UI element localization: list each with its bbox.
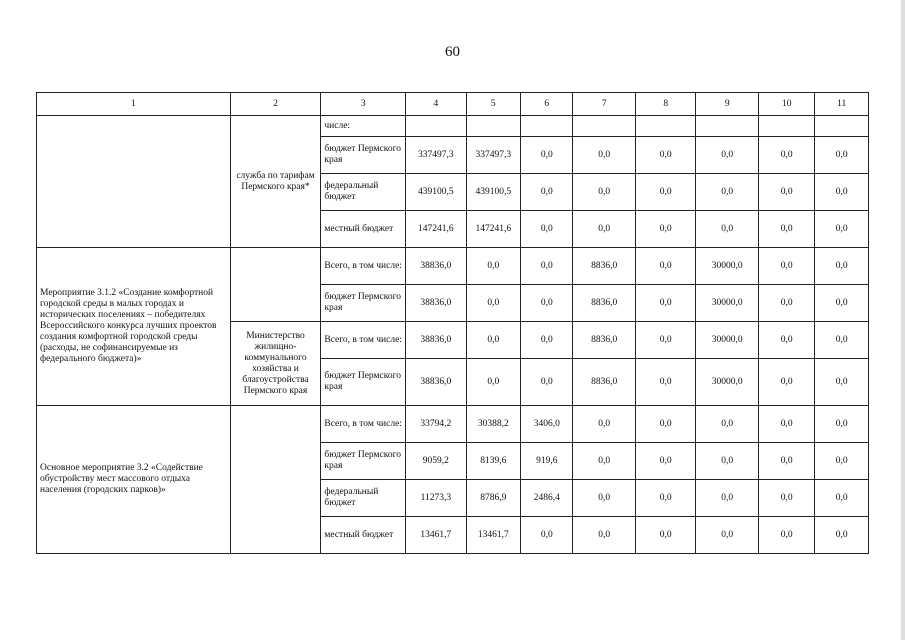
value-cell: 3406,0 xyxy=(521,406,573,443)
value-cell: 0,0 xyxy=(466,359,520,406)
funding-source: числе: xyxy=(321,116,406,137)
table-row xyxy=(37,406,869,443)
value-cell: 439100,5 xyxy=(466,174,520,211)
value-cell: 0,0 xyxy=(466,248,520,285)
column-header: 7 xyxy=(573,93,636,116)
funding-source: Всего, в том числе: xyxy=(321,322,406,359)
value-cell: 38836,0 xyxy=(406,248,467,285)
value-cell: 13461,7 xyxy=(466,517,520,554)
value-cell: 8836,0 xyxy=(573,285,636,322)
funding-source: Всего, в том числе: xyxy=(321,248,406,285)
event-name-cell xyxy=(37,116,231,248)
column-header: 2 xyxy=(230,93,321,116)
value-cell: 0,0 xyxy=(635,443,696,480)
value-cell: 0,0 xyxy=(521,211,573,248)
executor-cell xyxy=(230,406,321,554)
value-cell: 30000,0 xyxy=(696,285,759,322)
executor-cell xyxy=(230,248,321,322)
value-cell: 0,0 xyxy=(815,248,869,285)
column-header: 1 xyxy=(37,93,231,116)
value-cell: 0,0 xyxy=(815,443,869,480)
value-cell: 0,0 xyxy=(759,137,815,174)
value-cell: 0,0 xyxy=(696,443,759,480)
value-cell: 30000,0 xyxy=(696,322,759,359)
value-cell: 0,0 xyxy=(521,359,573,406)
value-cell: 0,0 xyxy=(815,517,869,554)
value-cell: 0,0 xyxy=(815,359,869,406)
value-cell: 337497,3 xyxy=(466,137,520,174)
value-cell: 0,0 xyxy=(696,174,759,211)
value-cell: 0,0 xyxy=(573,406,636,443)
funding-source: бюджет Пермского края xyxy=(321,137,406,174)
value-cell: 0,0 xyxy=(635,174,696,211)
value-cell: 0,0 xyxy=(759,443,815,480)
value-cell: 9059,2 xyxy=(406,443,467,480)
value-cell: 0,0 xyxy=(696,406,759,443)
value-cell: 13461,7 xyxy=(406,517,467,554)
value-cell: 30388,2 xyxy=(466,406,520,443)
column-header: 6 xyxy=(521,93,573,116)
value-cell: 0,0 xyxy=(759,517,815,554)
value-cell: 0,0 xyxy=(696,517,759,554)
value-cell: 0,0 xyxy=(521,285,573,322)
funding-source: Всего, в том числе: xyxy=(321,406,406,443)
executor-cell: служба по тарифам Пермского края* xyxy=(230,116,321,248)
value-cell: 0,0 xyxy=(573,211,636,248)
value-cell: 0,0 xyxy=(759,174,815,211)
column-header: 4 xyxy=(406,93,467,116)
value-cell: 0,0 xyxy=(573,480,636,517)
value-cell: 0,0 xyxy=(635,248,696,285)
value-cell: 0,0 xyxy=(635,322,696,359)
value-cell: 0,0 xyxy=(466,285,520,322)
value-cell: 0,0 xyxy=(573,517,636,554)
value-cell xyxy=(696,116,759,137)
value-cell: 0,0 xyxy=(466,322,520,359)
funding-source: федеральный бюджет xyxy=(321,174,406,211)
value-cell: 0,0 xyxy=(635,480,696,517)
value-cell: 0,0 xyxy=(759,322,815,359)
value-cell: 0,0 xyxy=(573,174,636,211)
table-row xyxy=(37,116,869,137)
value-cell: 0,0 xyxy=(815,137,869,174)
value-cell: 0,0 xyxy=(521,137,573,174)
value-cell: 0,0 xyxy=(635,406,696,443)
column-header: 11 xyxy=(815,93,869,116)
value-cell: 0,0 xyxy=(635,285,696,322)
value-cell: 0,0 xyxy=(815,322,869,359)
value-cell: 0,0 xyxy=(759,211,815,248)
funding-source: местный бюджет xyxy=(321,211,406,248)
funding-source: бюджет Пермского края xyxy=(321,359,406,406)
value-cell: 147241,6 xyxy=(406,211,467,248)
column-header: 5 xyxy=(466,93,520,116)
value-cell: 337497,3 xyxy=(406,137,467,174)
funding-source: федеральный бюджет xyxy=(321,480,406,517)
value-cell: 38836,0 xyxy=(406,285,467,322)
column-header: 9 xyxy=(696,93,759,116)
value-cell: 8836,0 xyxy=(573,322,636,359)
event-name-cell: Основное мероприятие 3.2 «Содействие обустройству мест массового отдыха населения (городских парков)» xyxy=(37,406,231,554)
value-cell: 0,0 xyxy=(696,480,759,517)
value-cell: 2486,4 xyxy=(521,480,573,517)
column-header: 8 xyxy=(635,93,696,116)
value-cell xyxy=(759,116,815,137)
value-cell xyxy=(815,116,869,137)
value-cell xyxy=(635,116,696,137)
funding-source: бюджет Пермского края xyxy=(321,285,406,322)
value-cell: 0,0 xyxy=(759,359,815,406)
executor-cell: Министерство жилищно-коммунального хозяйства и благоустройства Пермского края xyxy=(230,322,321,406)
value-cell: 0,0 xyxy=(759,480,815,517)
value-cell: 0,0 xyxy=(815,285,869,322)
value-cell: 8139,6 xyxy=(466,443,520,480)
value-cell: 38836,0 xyxy=(406,322,467,359)
value-cell: 147241,6 xyxy=(466,211,520,248)
value-cell: 0,0 xyxy=(573,443,636,480)
page-number: 60 xyxy=(445,44,460,60)
value-cell: 8836,0 xyxy=(573,359,636,406)
value-cell: 0,0 xyxy=(759,285,815,322)
value-cell: 30000,0 xyxy=(696,248,759,285)
value-cell: 0,0 xyxy=(759,248,815,285)
column-header: 10 xyxy=(759,93,815,116)
value-cell: 0,0 xyxy=(635,517,696,554)
value-cell: 8836,0 xyxy=(573,248,636,285)
value-cell: 0,0 xyxy=(815,480,869,517)
value-cell: 0,0 xyxy=(635,359,696,406)
event-name-cell: Мероприятие 3.1.2 «Создание комфортной городской среды в малых городах и исторических поселениях – победителях Всероссийского конкурса лучших проектов создания комфортной городской среды (расходы, не софинансируемые из федерального бюджета)» xyxy=(37,248,231,406)
value-cell: 0,0 xyxy=(815,174,869,211)
value-cell: 0,0 xyxy=(521,174,573,211)
value-cell: 0,0 xyxy=(759,406,815,443)
value-cell: 33794,2 xyxy=(406,406,467,443)
value-cell: 0,0 xyxy=(696,137,759,174)
value-cell: 0,0 xyxy=(815,406,869,443)
value-cell: 8786,9 xyxy=(466,480,520,517)
value-cell: 439100,5 xyxy=(406,174,467,211)
value-cell: 919,6 xyxy=(521,443,573,480)
value-cell: 38836,0 xyxy=(406,359,467,406)
value-cell: 0,0 xyxy=(521,322,573,359)
value-cell: 0,0 xyxy=(573,137,636,174)
budget-table xyxy=(36,92,869,554)
value-cell xyxy=(466,116,520,137)
funding-source: бюджет Пермского края xyxy=(321,443,406,480)
scan-edge-mark xyxy=(901,0,905,640)
value-cell: 0,0 xyxy=(815,211,869,248)
header-row xyxy=(37,93,869,116)
value-cell: 0,0 xyxy=(521,248,573,285)
value-cell: 0,0 xyxy=(635,137,696,174)
value-cell: 0,0 xyxy=(696,211,759,248)
column-header: 3 xyxy=(321,93,406,116)
value-cell xyxy=(573,116,636,137)
value-cell: 11273,3 xyxy=(406,480,467,517)
value-cell: 0,0 xyxy=(635,211,696,248)
value-cell xyxy=(521,116,573,137)
table-row xyxy=(37,248,869,285)
value-cell xyxy=(406,116,467,137)
value-cell: 0,0 xyxy=(521,517,573,554)
value-cell: 30000,0 xyxy=(696,359,759,406)
funding-source: местный бюджет xyxy=(321,517,406,554)
